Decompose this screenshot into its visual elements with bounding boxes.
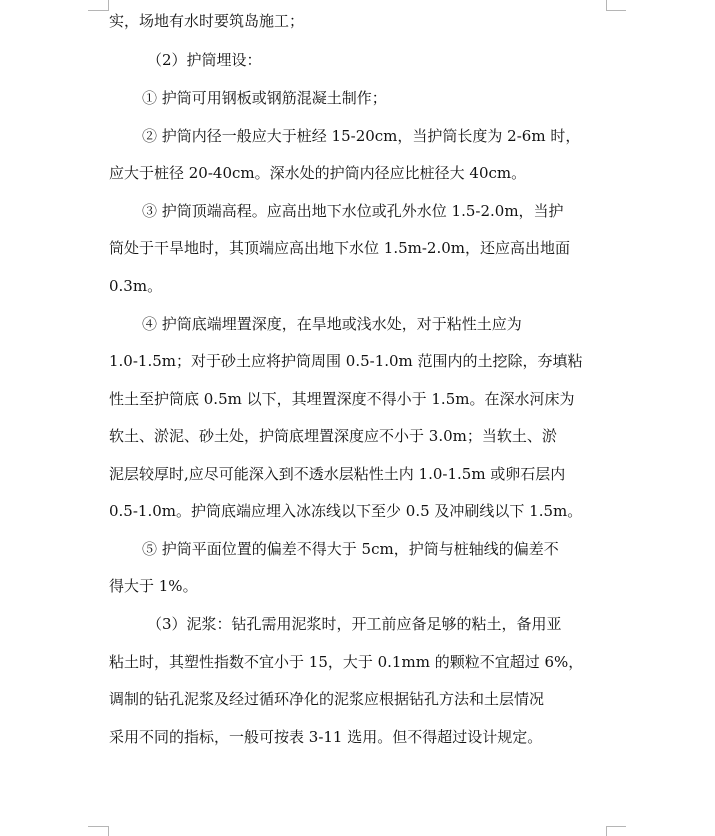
text-line: 得大于 1%。 [109, 577, 198, 595]
text-line: 软土、淤泥、砂土处，护筒底埋置深度应不小于 3.0m；当软土、淤 [109, 427, 557, 445]
crop-mark [606, 826, 607, 836]
text-line: ③ 护筒顶端高程。应高出地下水位或孔外水位 1.5-2.0m，当护 [142, 202, 564, 220]
text-line: 实，场地有水时要筑岛施工； [109, 12, 305, 30]
text-line: ⑤ 护筒平面位置的偏差不得大于 5cm，护筒与桩轴线的偏差不 [142, 540, 559, 558]
crop-mark [108, 826, 109, 836]
text-line: 采用不同的指标，一般可按表 3-11 选用。但不得超过设计规定。 [109, 728, 543, 746]
crop-mark [606, 10, 626, 11]
section-heading: （3）泥浆：钻孔需用泥浆时，开工前应备足够的粘土，备用亚 [147, 615, 562, 633]
text-line: ④ 护筒底端埋置深度，在旱地或浅水处，对于粘性土应为 [142, 315, 522, 333]
crop-mark [606, 826, 626, 827]
crop-mark [108, 0, 109, 11]
text-line: ① 护筒可用钢板或钢筋混凝土制作； [142, 89, 387, 107]
text-line: 0.3m。 [109, 277, 163, 295]
crop-mark [88, 826, 108, 827]
text-line: 粘土时，其塑性指数不宜小于 15，大于 0.1mm 的颗粒不宜超过 6%， [109, 653, 584, 671]
crop-mark [88, 10, 108, 11]
text-line: 性土至护筒底 0.5m 以下，其埋置深度不得小于 1.5m。在深水河床为 [109, 390, 575, 408]
crop-mark [606, 0, 607, 11]
text-line: 1.0-1.5m；对于砂土应将护筒周围 0.5-1.0m 范围内的土挖除，夯填粘 [109, 352, 583, 370]
text-line: 筒处于干旱地时，其顶端应高出地下水位 1.5m-2.0m，还应高出地面 [109, 239, 570, 257]
section-heading: （2）护筒埋设： [147, 51, 262, 69]
text-line: 泥层较厚时,应尽可能深入到不透水层粘性土内 1.0-1.5m 或卵石层内 [109, 465, 566, 483]
text-line: 0.5-1.0m。护筒底端应埋入冰冻线以下至少 0.5 及冲刷线以下 1.5m。 [109, 502, 583, 520]
text-line: 调制的钻孔泥浆及经过循环净化的泥浆应根据钻孔方法和土层情况 [109, 690, 545, 708]
text-line: ② 护筒内径一般应大于桩经 15-20cm，当护筒长度为 2-6m 时， [142, 127, 581, 145]
text-line: 应大于桩径 20-40cm。深水处的护筒内径应比桩径大 40cm。 [109, 164, 527, 182]
